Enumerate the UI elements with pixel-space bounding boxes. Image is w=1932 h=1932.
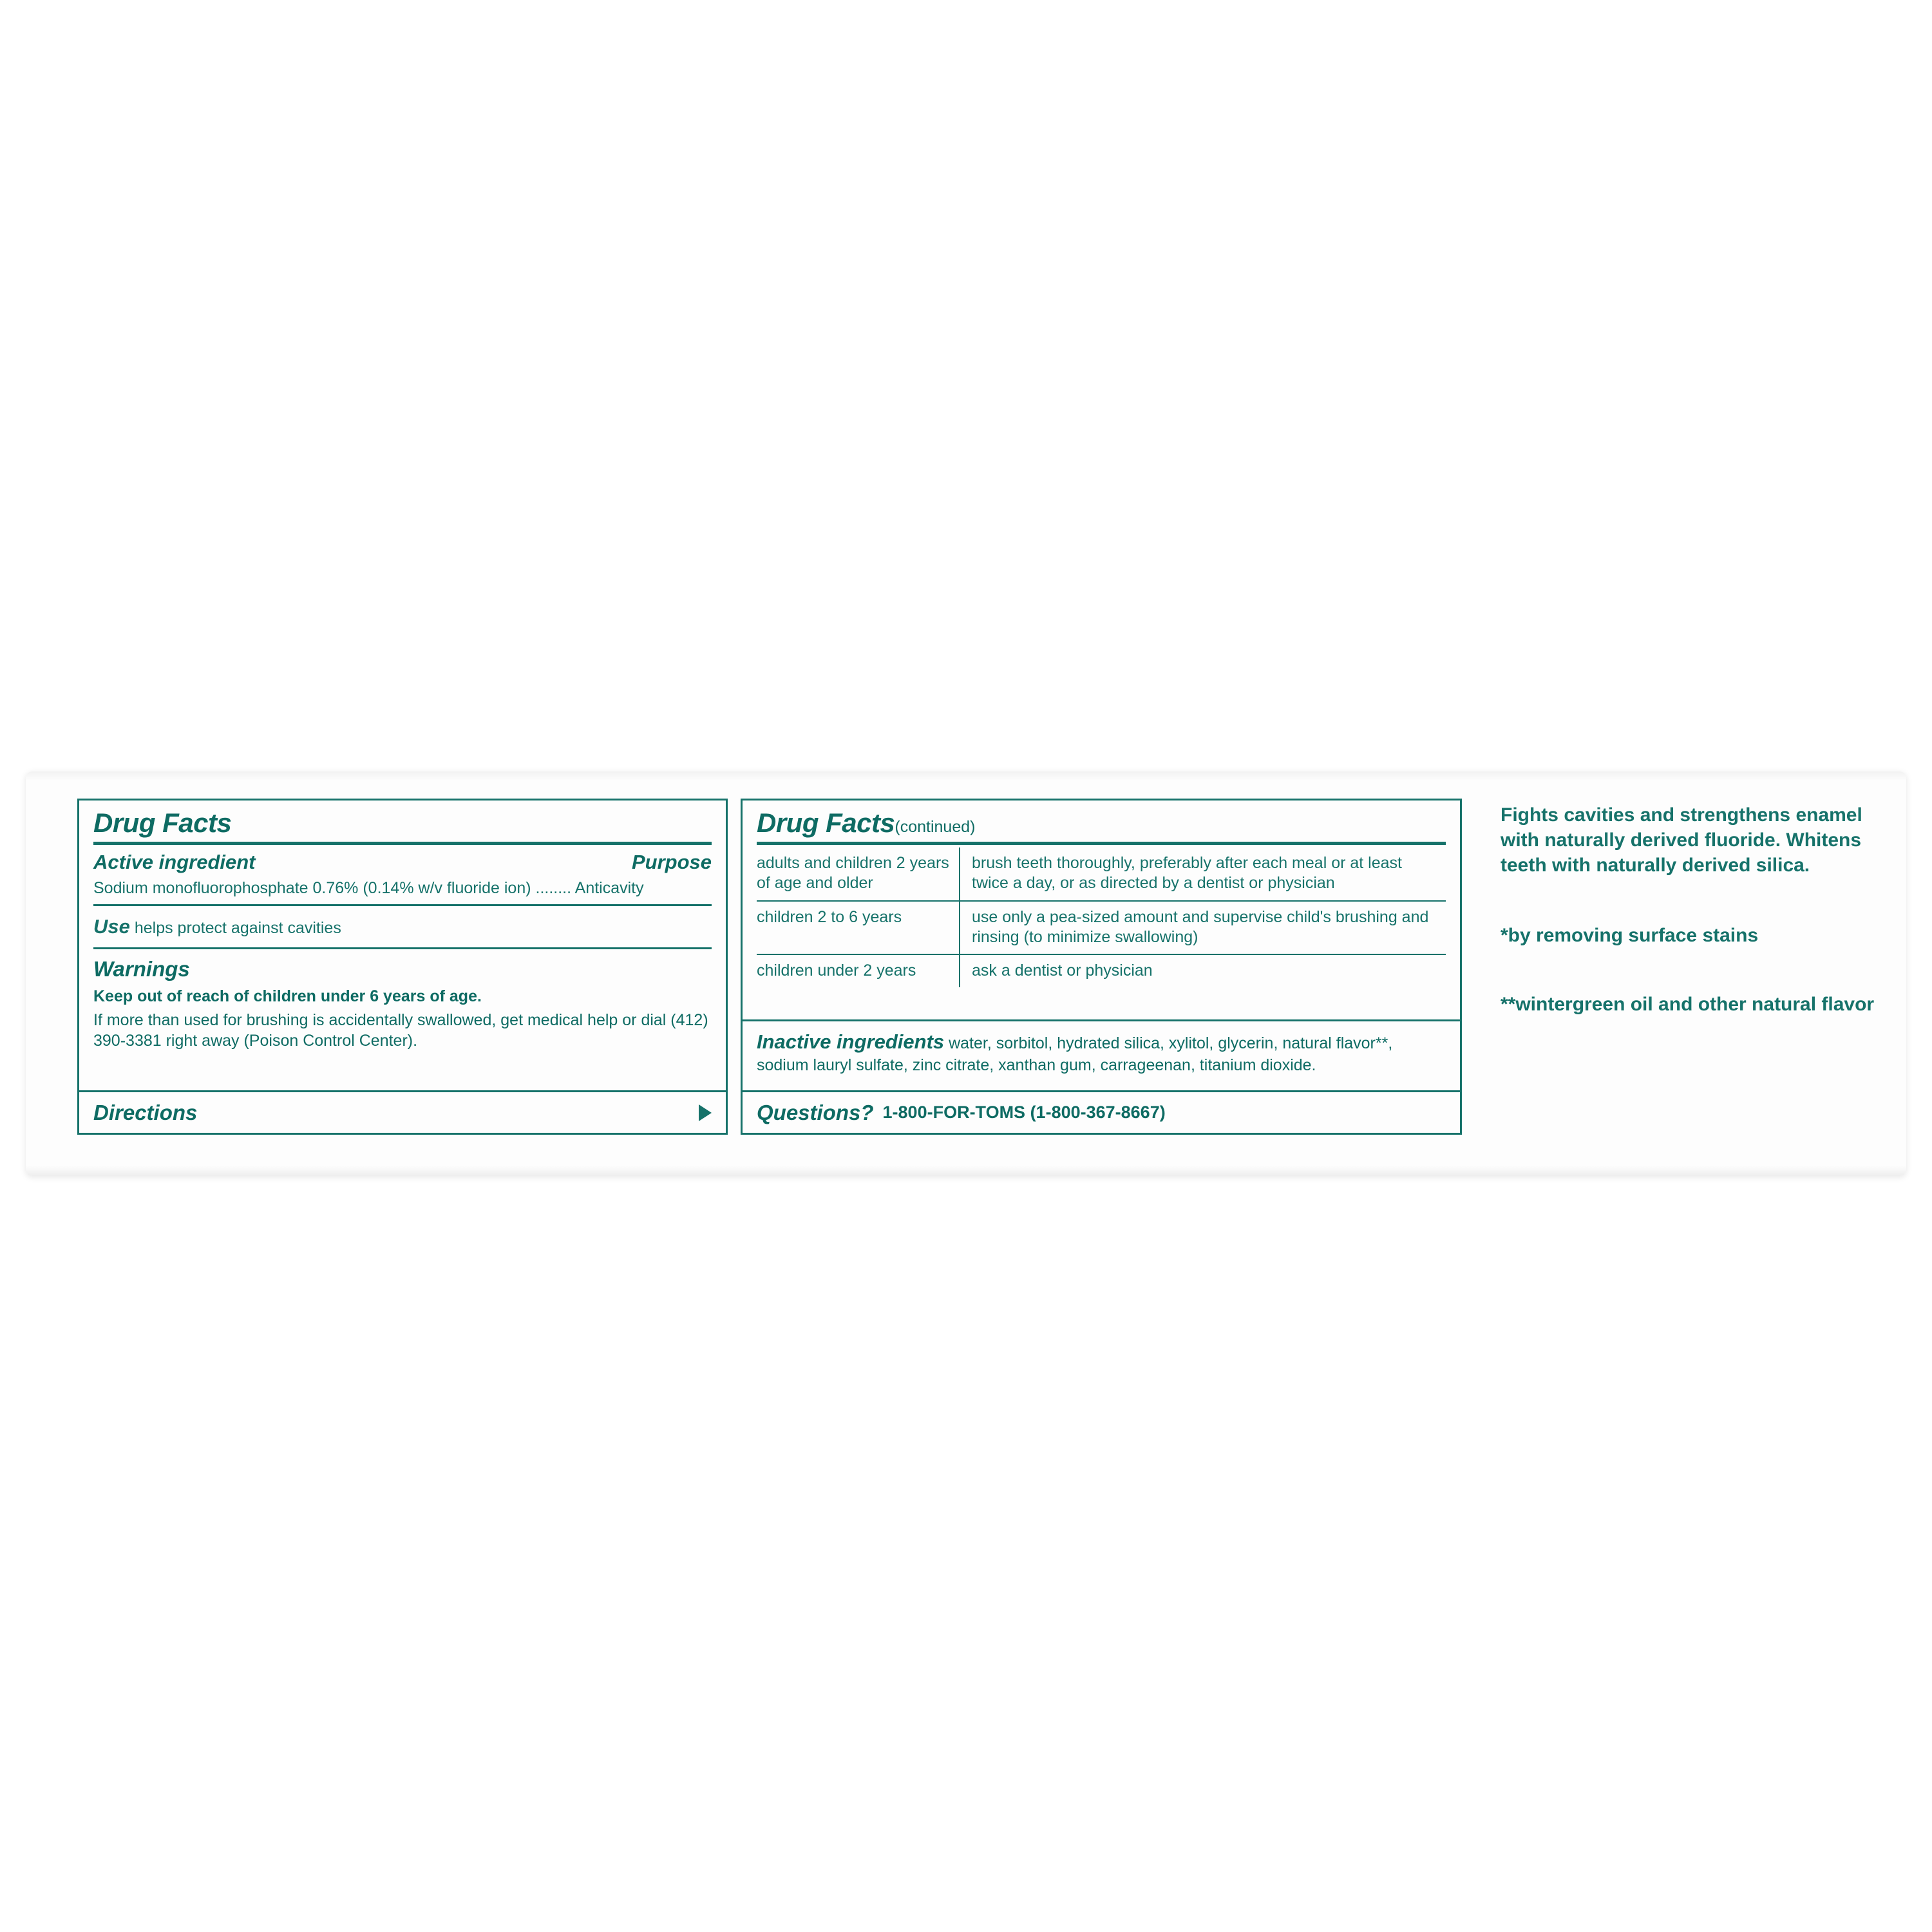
warnings-title: Warnings: [93, 957, 190, 981]
active-ingredient-header-row: [93, 845, 712, 874]
directions-row: [79, 1090, 726, 1133]
questions-phone-number[interactable]: 1-800-FOR-TOMS (1-800-367-8667): [882, 1103, 1166, 1122]
use-row: [93, 906, 712, 947]
directions-age-cell: children 2 to 6 years: [757, 901, 960, 955]
product-label-panel: [26, 772, 1906, 1176]
inactive-ingredients-text: water, sorbitol, hydrated silica, xylitol, glycerin, natural flavor**, sodium lauryl sulfate, zinc citrate, xanthan gum, carrageenan, titanium dioxide.: [757, 1034, 1393, 1074]
footnote-natural-flavor: **wintergreen oil and other natural flavor: [1501, 994, 1875, 1015]
directions-label: Directions: [93, 1100, 198, 1124]
active-ingredient-label: Active ingredient: [93, 851, 256, 873]
table-row: [757, 901, 1446, 955]
footnote-surface-stains: *by removing surface stains: [1501, 925, 1759, 946]
drug-facts-box-right: [741, 799, 1462, 1135]
directions-age-cell: children under 2 years: [757, 954, 960, 987]
spacer: [1501, 948, 1887, 992]
table-row: [757, 848, 1446, 901]
directions-instruction-cell: use only a pea-sized amount and supervise child's brushing and rinsing (to minimize swallowing): [960, 901, 1446, 955]
drug-facts-continued-title: [757, 800, 1446, 837]
drug-facts-continued-suffix: (continued): [895, 818, 976, 836]
directions-instruction-cell: brush teeth thoroughly, preferably after each meal or at least twice a day, or as directed by a dentist or physician: [960, 848, 1446, 901]
marketing-claim-text: Fights cavities and strengthens enamel with naturally derived fluoride. Whitens teeth with naturally derived silica.: [1501, 804, 1862, 876]
table-row: [757, 954, 1446, 987]
directions-table: [757, 848, 1446, 987]
purpose-label: Purpose: [631, 851, 712, 873]
drug-facts-continued-title-main: Drug Facts: [757, 808, 895, 838]
spacer: [1501, 878, 1887, 923]
directions-age-cell: adults and children 2 years of age and older: [757, 848, 960, 901]
inactive-ingredients-block: [743, 1019, 1460, 1075]
inactive-ingredients-row: [757, 1029, 1446, 1075]
drug-facts-title: Drug Facts: [93, 808, 232, 838]
warnings-body-text: If more than used for brushing is accidentally swallowed, get medical help or dial (412) 390-3381 right away (Poison Control Center).: [93, 1010, 708, 1050]
questions-row: [743, 1090, 1460, 1133]
inactive-ingredients-label: Inactive ingredients: [757, 1030, 945, 1053]
drug-facts-left-content: [79, 800, 726, 1133]
directions-instruction-cell: ask a dentist or physician: [972, 961, 1153, 980]
use-label: Use: [93, 915, 130, 938]
drug-facts-right-content: [743, 800, 1460, 1133]
active-ingredient-text: Sodium monofluorophosphate 0.76% (0.14% w/v fluoride ion) ........ Anticavity: [93, 879, 644, 897]
marketing-claims: [1501, 802, 1887, 1017]
continued-title-divider: [757, 842, 1446, 845]
questions-label: Questions?: [757, 1100, 874, 1124]
drug-facts-box-left: [77, 799, 728, 1135]
use-text: helps protect against cavities: [134, 919, 341, 937]
right-triangle-icon: [699, 1104, 712, 1121]
warnings-bold-text: Keep out of reach of children under 6 years of age.: [93, 987, 482, 1006]
